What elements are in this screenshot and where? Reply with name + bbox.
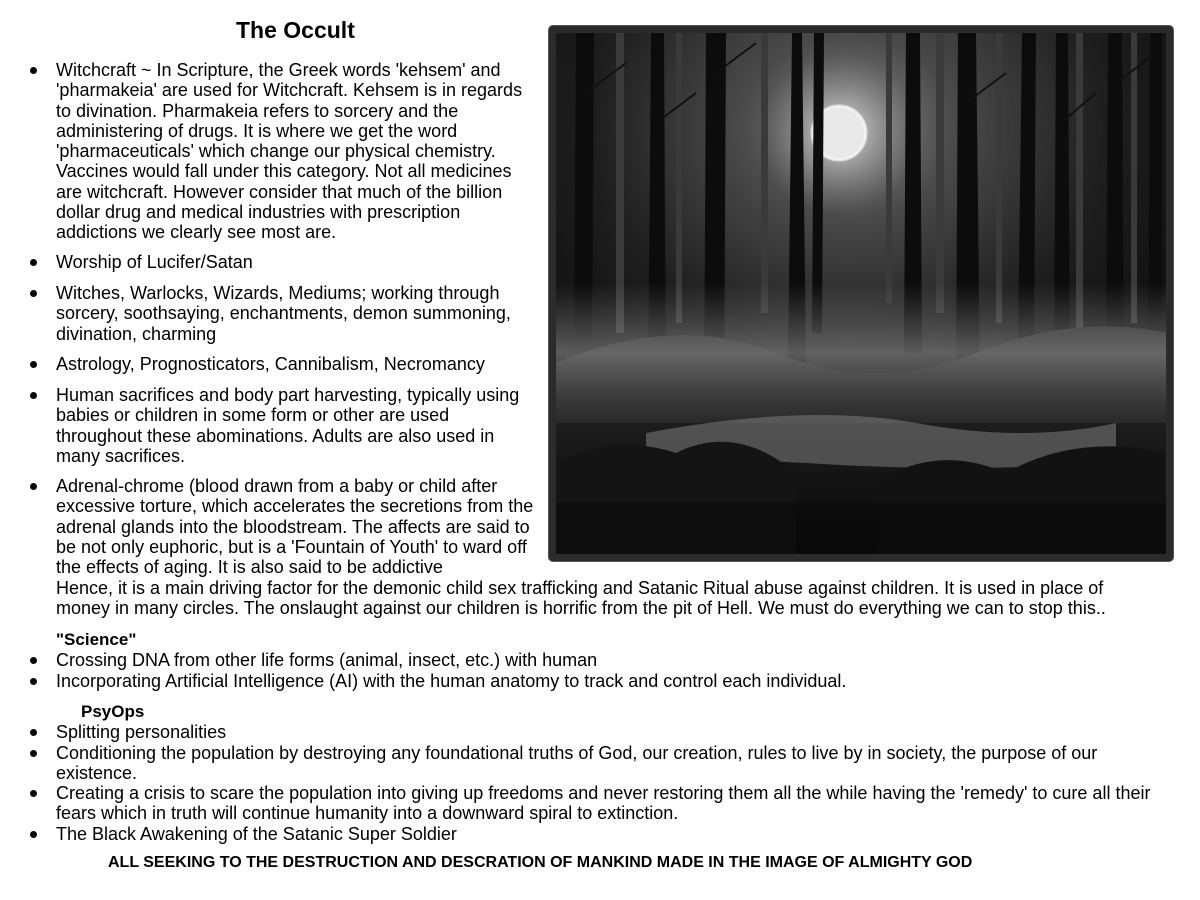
bullet-icon [30,831,37,838]
bullet-icon [30,290,37,297]
bullet-icon [30,67,37,74]
section-heading-psyops: PsyOps [81,702,145,721]
list-item-lucifer: Worship of Lucifer/Satan [56,252,534,272]
list-item-dna: Crossing DNA from other life forms (animal, insect, etc.) with human [56,650,1156,670]
list-item-adrenal: Adrenal-chrome (blood drawn from a baby or child after excessive torture, which accelerates the secretions from the adrenal glands into the bloodstream. The affects are said to be not only euphoric, but is a 'Fountain of Youth' to ward off the effects of aging. It is also said to be addictive [56,476,534,577]
bullet-icon [30,361,37,368]
list-item-ai: Incorporating Artificial Intelligence (AI) with the human anatomy to track and control each individual. [56,671,1156,691]
section-heading-science: "Science" [56,630,137,649]
bullet-icon [30,392,37,399]
bullet-icon [30,483,37,490]
bullet-icon [30,259,37,266]
adrenal-continuation: Hence, it is a main driving factor for the demonic child sex trafficking and Satanic Ritual abuse against children. It is used in place of money in many circles. The onslaught against our children is horrific from the pit of Hell. We must do everything we can to stop this.. [56,578,1106,619]
dark-forest-moon-image [556,33,1166,554]
list-item-astrology: Astrology, Prognosticators, Cannibalism, Necromancy [56,354,534,374]
list-item-sacrifices: Human sacrifices and body part harvesting, typically using babies or children in some form or other are used throughout these abominations. Adults are also used in many sacrifices. [56,385,534,466]
forest-photo-frame [549,26,1173,561]
footer-statement: ALL SEEKING TO THE DESTRUCTION AND DESCRATION OF MANKIND MADE IN THE IMAGE OF ALMIGHTY GOD [108,854,973,871]
bullet-icon [30,750,37,757]
list-item-black-awakening: The Black Awakening of the Satanic Super Soldier [56,824,1156,844]
list-item-crisis: Creating a crisis to scare the population into giving up freedoms and never restoring them all the while having the 'remedy' to cure all their fears which in truth will continue humanity into a downward spiral to extinction. [56,783,1181,823]
bullet-icon [30,657,37,664]
page-title: The Occult [236,17,355,43]
list-item-witches: Witches, Warlocks, Wizards, Mediums; working through sorcery, soothsaying, enchantments, demon summoning, divination, charming [56,283,534,344]
list-item-conditioning: Conditioning the population by destroying any foundational truths of God, our creation, rules to live by in society, the purpose of our existence. [56,743,1136,783]
list-item-splitting: Splitting personalities [56,722,1156,742]
bullet-icon [30,790,37,797]
list-item-witchcraft: Witchcraft ~ In Scripture, the Greek words 'kehsem' and 'pharmakeia' are used for Witchcraft. Kehsem is in regards to divination. Pharmakeia refers to sorcery and the administering of drugs. It is where we get the word 'pharmaceuticals' which change our physical chemistry. Vaccines would fall under this category. Not all medicines are witchcraft. However consider that much of the billion dollar drug and medical industries with prescription addictions we clearly see most are. [56,60,534,243]
bullet-icon [30,729,37,736]
bullet-icon [30,678,37,685]
